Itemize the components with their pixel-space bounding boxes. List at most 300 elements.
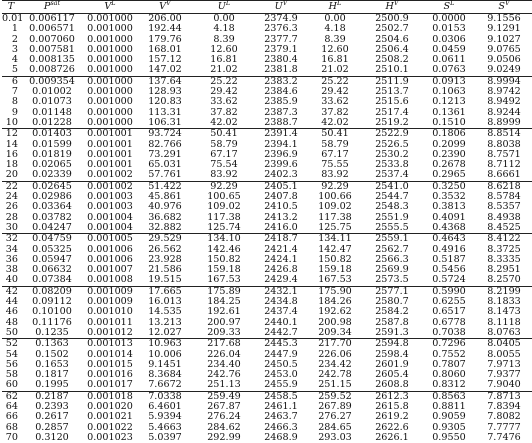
table-cell: 9.0506 [476, 55, 532, 65]
table-cell: 10.963 [136, 339, 194, 350]
table-cell: 10.006 [136, 350, 194, 360]
table-cell: 100.65 [194, 192, 254, 202]
table-cell: 0.3120 [20, 433, 84, 443]
table-cell: 2374.9 [254, 14, 308, 25]
table-cell: 42.02 [194, 118, 254, 129]
table-cell: 209.34 [308, 328, 362, 339]
table-cell: 0.001012 [84, 328, 136, 339]
table-cell: 2533.8 [362, 160, 422, 170]
table-cell: 167.53 [308, 275, 362, 286]
table-cell: 9.1027 [476, 35, 532, 45]
table-cell: 60 [2, 380, 20, 391]
table-cell: 48 [2, 318, 20, 328]
table-cell: 0.001017 [84, 380, 136, 391]
table-cell: 2407.8 [254, 192, 308, 202]
table-cell: 292.99 [194, 433, 254, 443]
table-cell: 2541.0 [362, 181, 422, 192]
table-cell: 8.9994 [476, 76, 532, 87]
table-cell: 4.18 [194, 24, 254, 34]
table-cell: 0.03364 [20, 202, 84, 212]
table-cell: 2461.1 [254, 402, 308, 412]
table-cell: 64 [2, 402, 20, 412]
table-cell: 134.11 [308, 234, 362, 245]
table-cell: 2384.6 [254, 87, 308, 97]
table-cell: 0.02065 [20, 160, 84, 170]
table-cell: 0.001000 [84, 24, 136, 34]
table-cell: 0.001022 [84, 423, 136, 433]
column-header [362, 1, 422, 14]
header-symbol: U [275, 1, 283, 12]
table-cell: 0.01 [2, 14, 20, 25]
table-cell: 8.2570 [476, 275, 532, 286]
table-cell: 0.001000 [84, 108, 136, 118]
table-cell: 0.2857 [20, 423, 84, 433]
table-cell: 0.001000 [84, 14, 136, 25]
table-cell: 7.8082 [476, 412, 532, 422]
table-cell: 0.001020 [84, 402, 136, 412]
table-cell: 179.76 [136, 35, 194, 45]
table-cell: 82.766 [136, 140, 194, 150]
table-cell: 9.1451 [136, 360, 194, 370]
table-cell: 8.9244 [476, 108, 532, 118]
table-cell: 0.05947 [20, 255, 84, 265]
table-cell: 0.1363 [20, 339, 84, 350]
table-cell: 0.5187 [422, 255, 476, 265]
header-symbol: T [8, 1, 14, 12]
table-cell: 12.027 [136, 328, 194, 339]
table-cell: 0.001018 [84, 391, 136, 402]
table-cell: 37.82 [194, 108, 254, 118]
table-cell: 217.68 [194, 339, 254, 350]
table-cell: 0.001010 [84, 307, 136, 317]
table-cell: 93.724 [136, 129, 194, 140]
table-cell: 150.82 [194, 255, 254, 265]
table-cell: 0.1213 [422, 97, 476, 107]
table-cell: 0.4643 [422, 234, 476, 245]
table-cell: 0.0913 [422, 76, 476, 87]
table-cell: 209.33 [194, 328, 254, 339]
table-cell: 267.87 [194, 402, 254, 412]
table-cell: 26 [2, 202, 20, 212]
table-cell: 2424.1 [254, 255, 308, 265]
table-cell: 8.1118 [476, 318, 532, 328]
table-cell: 21.02 [194, 65, 254, 76]
table-cell: 2413.2 [254, 213, 308, 223]
table-cell: 0.9059 [422, 412, 476, 422]
table-cell: 8.4938 [476, 213, 532, 223]
table-cell: 5.9394 [136, 412, 194, 422]
table-cell: 0.01002 [20, 87, 84, 97]
table-cell: 251.13 [194, 380, 254, 391]
table-cell: 30 [2, 223, 20, 234]
table-cell: 8.7112 [476, 160, 532, 170]
table-cell: 2500.9 [362, 14, 422, 25]
table-cell: 2605.4 [362, 370, 422, 380]
table-cell: 12.60 [194, 45, 254, 55]
table-cell: 125.75 [308, 223, 362, 234]
table-cell: 34 [2, 245, 20, 255]
table-cell: 0.007060 [20, 35, 84, 45]
table-cell: 0.09112 [20, 297, 84, 307]
table-cell: 0.7807 [422, 360, 476, 370]
table-cell: 2410.5 [254, 202, 308, 212]
table-cell: 0.001004 [84, 223, 136, 234]
table-cell: 0.6255 [422, 297, 476, 307]
table-row [2, 328, 532, 339]
table-cell: 0.7038 [422, 328, 476, 339]
table-cell: 2559.1 [362, 234, 422, 245]
table-cell: 8.1833 [476, 297, 532, 307]
table-cell: 125.74 [194, 223, 254, 234]
table-cell: 2622.6 [362, 423, 422, 433]
table-cell: 0.001002 [84, 181, 136, 192]
table-cell: 0.1502 [20, 350, 84, 360]
table-cell: 8.39 [194, 35, 254, 45]
table-cell: 2399.6 [254, 160, 308, 170]
table-cell: 2418.7 [254, 234, 308, 245]
table-cell: 128.93 [136, 87, 194, 97]
table-cell: 2612.3 [362, 391, 422, 402]
table-cell: 0.8563 [422, 391, 476, 402]
table-cell: 2437.4 [254, 307, 308, 317]
table-cell: 2537.4 [362, 170, 422, 181]
table-cell: 109.02 [194, 202, 254, 212]
table-cell: 9.1291 [476, 24, 532, 34]
table-cell: 0.009354 [20, 76, 84, 87]
table-cell: 16.013 [136, 297, 194, 307]
table-cell: 0.8312 [422, 380, 476, 391]
table-row [2, 65, 532, 76]
table-cell: 0.001003 [84, 202, 136, 212]
table-cell: 0.3250 [422, 181, 476, 192]
table-cell: 0.8811 [422, 402, 476, 412]
table-cell: 0.001016 [84, 370, 136, 380]
table-cell: 0.001001 [84, 160, 136, 170]
table-cell: 33.62 [308, 97, 362, 107]
table-cell: 65.031 [136, 160, 194, 170]
table-cell: 2445.3 [254, 339, 308, 350]
table-cell: 50 [2, 328, 20, 339]
table-cell: 0.4916 [422, 245, 476, 255]
table-cell: 0.01228 [20, 118, 84, 129]
table-cell: 0.0306 [422, 35, 476, 45]
table-cell: 44 [2, 297, 20, 307]
header-superscript: V [505, 0, 510, 7]
table-body [2, 14, 532, 443]
table-cell: 8.3725 [476, 245, 532, 255]
header-superscript: V [166, 0, 171, 7]
table-cell: 200.98 [308, 318, 362, 328]
table-row [2, 275, 532, 286]
table-cell: 3 [2, 45, 20, 55]
table-cell: 117.38 [308, 213, 362, 223]
table-cell: 29.529 [136, 234, 194, 245]
table-cell: 8.4525 [476, 223, 532, 234]
table-cell: 0.1063 [422, 87, 476, 97]
table-cell: 36.682 [136, 213, 194, 223]
table-cell: 2594.8 [362, 339, 422, 350]
table-cell: 54 [2, 350, 20, 360]
table-cell: 0.001001 [84, 140, 136, 150]
table-cell: 2515.6 [362, 97, 422, 107]
table-cell: 0.02339 [20, 170, 84, 181]
table-cell: 267.89 [308, 402, 362, 412]
table-cell: 2517.4 [362, 108, 422, 118]
table-cell: 120.83 [136, 97, 194, 107]
table-cell: 8.2199 [476, 286, 532, 297]
table-cell: 7.9040 [476, 380, 532, 391]
table-cell: 2 [2, 35, 20, 45]
column-header [194, 1, 254, 14]
table-cell: 242.76 [194, 370, 254, 380]
table-cell: 0.0000 [422, 14, 476, 25]
table-cell: 0.9550 [422, 433, 476, 443]
table-cell: 45.861 [136, 192, 194, 202]
header-superscript: L [337, 0, 341, 7]
table-cell: 7.7777 [476, 423, 532, 433]
table-cell: 0.8060 [422, 370, 476, 380]
table-cell: 0.11176 [20, 318, 84, 328]
table-cell: 159.18 [308, 265, 362, 275]
table-cell: 0.1361 [422, 108, 476, 118]
table-cell: 0.05325 [20, 245, 84, 255]
table-cell: 2530.2 [362, 150, 422, 160]
table-cell: 2626.1 [362, 433, 422, 443]
table-cell: 16.81 [194, 55, 254, 65]
table-cell: 2466.3 [254, 423, 308, 433]
table-cell: 8.5784 [476, 192, 532, 202]
table-cell: 0.7296 [422, 339, 476, 350]
table-cell: 92.29 [194, 181, 254, 192]
table-cell: 9.0249 [476, 65, 532, 76]
table-cell: 2544.7 [362, 192, 422, 202]
table-cell: 8.6661 [476, 170, 532, 181]
table-cell: 142.47 [308, 245, 362, 255]
table-cell: 2608.8 [362, 380, 422, 391]
table-cell: 2388.7 [254, 118, 308, 129]
table-cell: 75.54 [194, 160, 254, 170]
table-cell: 0.001000 [84, 65, 136, 76]
column-header [308, 1, 362, 14]
table-cell: 62 [2, 391, 20, 402]
table-cell: 192.44 [136, 24, 194, 34]
table-cell: 0.06632 [20, 265, 84, 275]
table-cell: 0.001000 [84, 97, 136, 107]
column-header [476, 1, 532, 14]
table-cell: 8.4122 [476, 234, 532, 245]
table-cell: 0.5456 [422, 265, 476, 275]
table-cell: 0.001014 [84, 350, 136, 360]
table-cell: 137.64 [136, 76, 194, 87]
table-cell: 8.3684 [136, 370, 194, 380]
table-cell: 32 [2, 234, 20, 245]
table-cell: 2426.8 [254, 265, 308, 275]
table-cell: 0.4091 [422, 213, 476, 223]
table-cell: 8.6218 [476, 181, 532, 192]
table-cell: 0.6517 [422, 307, 476, 317]
table-cell: 14 [2, 140, 20, 150]
table-cell: 7.0338 [136, 391, 194, 402]
table-cell: 0.04759 [20, 234, 84, 245]
table-cell: 6.4601 [136, 402, 194, 412]
table-cell: 0.01148 [20, 108, 84, 118]
table-cell: 7.9377 [476, 370, 532, 380]
table-cell: 2587.8 [362, 318, 422, 328]
table-cell: 67.17 [308, 150, 362, 160]
header-superscript: V [283, 0, 288, 7]
table-cell: 0.02986 [20, 192, 84, 202]
column-header [422, 1, 476, 14]
table-cell: 2383.2 [254, 76, 308, 87]
table-cell: 0.2617 [20, 412, 84, 422]
table-cell: 0.3532 [422, 192, 476, 202]
table-cell: 2416.0 [254, 223, 308, 234]
column-header [2, 1, 20, 14]
table-cell: 0.9305 [422, 423, 476, 433]
table-cell: 83.92 [194, 170, 254, 181]
table-cell: 58 [2, 370, 20, 380]
table-cell: 5.0397 [136, 433, 194, 443]
table-cell: 9 [2, 108, 20, 118]
table-cell: 0.0611 [422, 55, 476, 65]
table-cell: 22 [2, 181, 20, 192]
table-cell: 0.1653 [20, 360, 84, 370]
table-cell: 16 [2, 150, 20, 160]
table-cell: 0.001004 [84, 213, 136, 223]
table-cell: 17.665 [136, 286, 194, 297]
table-cell: 167.53 [194, 275, 254, 286]
table-cell: 0.001021 [84, 412, 136, 422]
table-cell: 0.001000 [84, 87, 136, 97]
table-cell: 0.1510 [422, 118, 476, 129]
header-superscript: sat [50, 0, 60, 7]
table-cell: 184.26 [308, 297, 362, 307]
header-symbol: V [159, 1, 166, 12]
table-cell: 2577.1 [362, 286, 422, 297]
table-cell: 2442.7 [254, 328, 308, 339]
table-cell: 2455.9 [254, 380, 308, 391]
table-cell: 50.41 [308, 129, 362, 140]
table-cell: 157.12 [136, 55, 194, 65]
header-symbol: S [498, 1, 505, 12]
table-cell: 0.1235 [20, 328, 84, 339]
table-cell: 0.001000 [84, 55, 136, 65]
table-cell: 168.01 [136, 45, 194, 55]
table-cell: 12 [2, 129, 20, 140]
table-cell: 0.001002 [84, 170, 136, 181]
table-cell: 5.4663 [136, 423, 194, 433]
table-cell: 2591.3 [362, 328, 422, 339]
table-cell: 7 [2, 87, 20, 97]
table-cell: 52 [2, 339, 20, 350]
table-cell: 67.17 [194, 150, 254, 160]
table-cell: 293.03 [308, 433, 362, 443]
table-cell: 226.06 [308, 350, 362, 360]
table-cell: 226.04 [194, 350, 254, 360]
table-row [2, 234, 532, 245]
column-header [254, 1, 308, 14]
table-cell: 142.46 [194, 245, 254, 255]
table-cell: 2453.0 [254, 370, 308, 380]
table-cell: 234.42 [308, 360, 362, 370]
table-cell: 0.001011 [84, 318, 136, 328]
table-cell: 234.40 [194, 360, 254, 370]
table-cell: 0.7552 [422, 350, 476, 360]
table-cell: 2526.5 [362, 140, 422, 150]
table-cell: 8.8514 [476, 129, 532, 140]
table-cell: 32.882 [136, 223, 194, 234]
table-row [2, 118, 532, 129]
table-cell: 2387.3 [254, 108, 308, 118]
table-cell: 2396.9 [254, 150, 308, 160]
table-cell: 0.001015 [84, 360, 136, 370]
table-cell: 0.001000 [84, 76, 136, 87]
table-cell: 25.22 [194, 76, 254, 87]
table-cell: 2601.9 [362, 360, 422, 370]
table-cell: 75.55 [308, 160, 362, 170]
table-cell: 0.001000 [84, 45, 136, 55]
table-cell: 21.586 [136, 265, 194, 275]
table-cell: 23.928 [136, 255, 194, 265]
table-cell: 0.008726 [20, 65, 84, 76]
table-cell: 4 [2, 55, 20, 65]
table-cell: 134.10 [194, 234, 254, 245]
table-cell: 0.3813 [422, 202, 476, 212]
table-cell: 9.1556 [476, 14, 532, 25]
table-cell: 42 [2, 286, 20, 297]
table-cell: 36 [2, 255, 20, 265]
table-cell: 2615.8 [362, 402, 422, 412]
table-cell: 217.70 [308, 339, 362, 350]
table-cell: 58.79 [194, 140, 254, 150]
table-cell: 7.6672 [136, 380, 194, 391]
table-cell: 284.65 [308, 423, 362, 433]
table-cell: 0.2390 [422, 150, 476, 160]
table-cell: 40 [2, 275, 20, 286]
table-cell: 0.07384 [20, 275, 84, 286]
table-cell: 0.4368 [422, 223, 476, 234]
table-row [2, 339, 532, 350]
table-cell: 2377.7 [254, 35, 308, 45]
header-superscript: L [226, 0, 230, 7]
table-cell: 2421.4 [254, 245, 308, 255]
column-header [20, 1, 84, 14]
table-cell: 2619.2 [362, 412, 422, 422]
table-cell: 0.01599 [20, 140, 84, 150]
table-cell: 7.9713 [476, 360, 532, 370]
header-symbol: S [444, 1, 451, 12]
table-cell: 192.61 [194, 307, 254, 317]
header-superscript: L [450, 0, 454, 7]
table-cell: 0.03782 [20, 213, 84, 223]
table-cell: 8.5357 [476, 202, 532, 212]
table-cell: 8.8038 [476, 140, 532, 150]
header-symbol: H [329, 1, 337, 12]
table-cell: 19.515 [136, 275, 194, 286]
table-cell: 2391.4 [254, 129, 308, 140]
table-cell: 2506.4 [362, 45, 422, 55]
table-cell: 40.976 [136, 202, 194, 212]
table-cell: 2380.4 [254, 55, 308, 65]
header-symbol: V [104, 1, 111, 12]
table-cell: 0.1806 [422, 129, 476, 140]
table-cell: 0.2099 [422, 140, 476, 150]
table-cell: 2598.4 [362, 350, 422, 360]
table-cell: 259.52 [308, 391, 362, 402]
table-cell: 26.562 [136, 245, 194, 255]
table-cell: 2463.7 [254, 412, 308, 422]
table-cell: 0.2678 [422, 160, 476, 170]
